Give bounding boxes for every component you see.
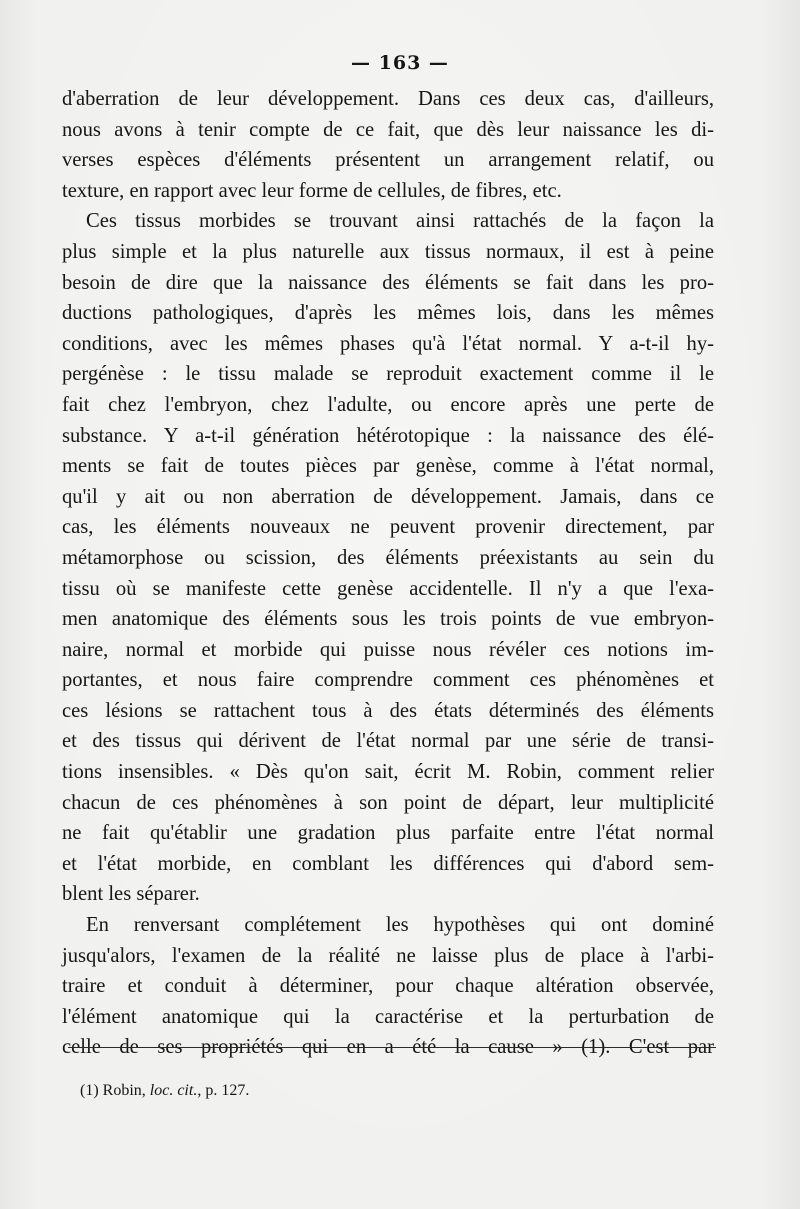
footnote-separator (68, 1047, 716, 1048)
text-line: En renversant complétement les hypothèses qui ont dominé (86, 914, 714, 937)
text-line: ne fait qu'établir une gradation plus parfaite entre l'état normal (62, 822, 714, 845)
text-line: ments se fait de toutes pièces par genèse, comme à l'état normal, (62, 455, 714, 478)
footnote-marker: (1) (80, 1082, 99, 1099)
text-line: fait chez l'embryon, chez l'adulte, ou encore après une perte de (62, 393, 714, 416)
body-text (62, 84, 714, 1063)
text-line: cas, les éléments nouveaux ne peuvent provenir directement, par (62, 516, 714, 539)
text-line: portantes, et nous faire comprendre comment ces phénomènes et (62, 669, 714, 692)
text-line: jusqu'alors, l'examen de la réalité ne laisse plus de place à l'arbi- (62, 944, 714, 967)
text-line: substance. Y a-t-il génération hétérotopique : la naissance des élé- (62, 424, 714, 447)
text-line: et l'état morbide, en comblant les différences qui d'abord sem- (62, 852, 714, 875)
text-line: texture, en rapport avec leur forme de cellules, de fibres, etc. (62, 179, 562, 202)
text-line: traire et conduit à déterminer, pour chaque altération observée, (62, 975, 714, 998)
text-line: ces lésions se rattachent tous à des états déterminés des éléments (62, 699, 714, 722)
text-line: besoin de dire que la naissance des éléments se fait dans les pro- (62, 271, 714, 294)
page-number: — 163 — (351, 52, 449, 74)
text-line: Ces tissus morbides se trouvant ainsi rattachés de la façon la (86, 210, 714, 233)
text-line: plus simple et la plus naturelle aux tissus normaux, il est à peine (62, 240, 714, 263)
text-line: tions insensibles. « Dès qu'on sait, écrit M. Robin, comment relier (62, 761, 714, 784)
text-line: men anatomique des éléments sous les trois points de vue embryon- (62, 608, 714, 631)
text-line: d'aberration de leur développement. Dans ces deux cas, d'ailleurs, (62, 88, 714, 110)
text-line: tissu où se manifeste cette genèse accidentelle. Il n'y a que l'exa- (62, 577, 714, 600)
footnote-reference: loc. cit. (149, 1082, 198, 1099)
text-line: nous avons à tenir compte de ce fait, que dès leur naissance les di- (62, 118, 714, 141)
text-line: ductions pathologiques, d'après les mêmes lois, dans les mêmes (62, 302, 714, 325)
text-line: qu'il y ait ou non aberration de développement. Jamais, dans ce (62, 485, 714, 508)
text-line: l'élément anatomique qui la caractérise et la perturbation de (62, 1005, 714, 1028)
text-line: verses espèces d'éléments présentent un arrangement relatif, ou (62, 149, 714, 172)
text-line: conditions, avec les mêmes phases qu'à l'état normal. Y a-t-il hy- (62, 332, 714, 355)
text-line: chacun de ces phénomènes à son point de départ, leur multiplicité (62, 791, 714, 814)
text-line: celle de ses propriétés qui en a été la cause » (1). C'est par (62, 1036, 714, 1059)
text-line: métamorphose ou scission, des éléments préexistants au sein du (62, 546, 714, 569)
footnote-author: Robin, (102, 1082, 146, 1099)
footnote (80, 1082, 249, 1100)
text-line: pergénèse : le tissu malade se reproduit exactement comme il le (62, 363, 714, 386)
text-line: naire, normal et morbide qui puisse nous révéler ces notions im- (62, 638, 714, 661)
text-line: blent les séparer. (62, 883, 200, 906)
text-line: et des tissus qui dérivent de l'état normal par une série de transi- (62, 730, 714, 753)
footnote-page: , p. 127. (197, 1082, 250, 1099)
